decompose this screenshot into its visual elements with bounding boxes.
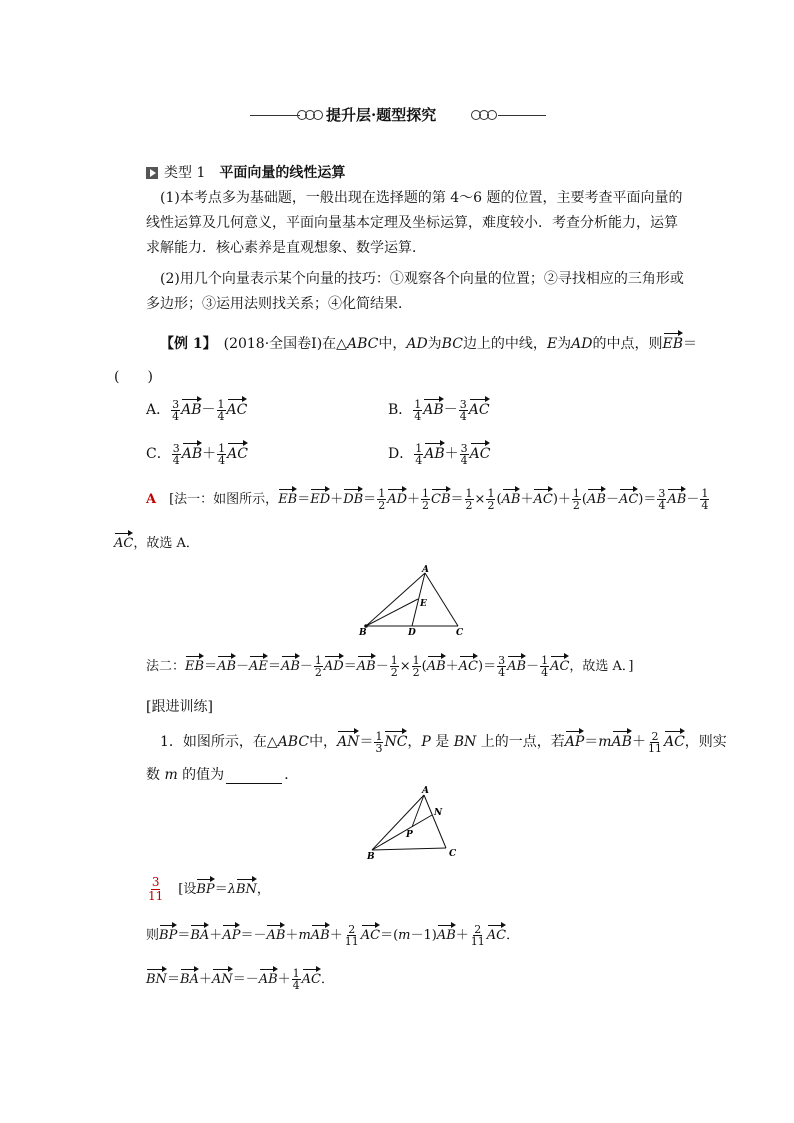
ornament-right-icon (470, 107, 498, 123)
option-b[interactable]: B． $\frac{1}{4}$ AB－ $\frac{3}{4}$ AC (388, 397, 490, 423)
page-title: 提升层·题型探究 (326, 106, 437, 124)
option-a[interactable]: A． $\frac{3}{4}$ AB－ $\frac{1}{4}$ AC (146, 397, 248, 423)
stem-ad: AD (406, 336, 428, 352)
intro-paragraph-1: (1)本考点多为基础题，一般出现在选择题的第 4～6 题的位置，主要考查平面向量的线性运算及几何意义，平面向量基本定理及坐标运算，难度较小．考查分析能力，运算求解能力．核心素养是直观想象、数学运算． (146, 190, 683, 256)
header-rule-left (250, 115, 300, 116)
fig1-label-a: A (422, 565, 429, 575)
section-heading (146, 164, 345, 182)
answer-2-line-1: $\frac{3}{11}$ [设BP＝λBN， (148, 875, 270, 903)
fig1-label-d: D (408, 628, 416, 638)
method-1-end: ，故选 A． (133, 536, 199, 551)
stem-text: 的中点，则 (592, 336, 663, 352)
option-c-label: C． (146, 446, 171, 462)
answer-2-value (147, 876, 164, 903)
stem-text: 为 (557, 336, 572, 352)
answer-2-set-label: [设 (178, 882, 197, 897)
answer-2-line-3: BN＝BA＋AN＝－AB＋ $\frac{1}{4}$ AC． (146, 967, 335, 992)
triangle-figure-1 (355, 565, 475, 640)
section-title: 平面向量的线性运算 (219, 165, 346, 181)
practice-question-1-cont (146, 766, 298, 784)
fig2-label-b: B (367, 852, 375, 862)
fig2-edge-ac (424, 795, 446, 848)
answer-2-then: 则 (146, 928, 160, 943)
q1-text: 1．如图所示，在△ (160, 734, 278, 750)
q1-text: 中， (309, 734, 338, 750)
example-tag: 【例 1】 (160, 336, 210, 352)
answer-2-dot: ． (321, 972, 335, 987)
practice-heading: [跟进训练] (146, 699, 213, 715)
answer-2-lambda: λ (227, 882, 236, 897)
fig2-segment-ap (412, 795, 424, 827)
vector-eb: EB (663, 332, 684, 353)
stem-equals: ＝ (683, 336, 698, 352)
section-label: 类型 1 (164, 165, 206, 181)
fig1-edge-ac (425, 573, 458, 626)
fig1-label-c: C (456, 628, 464, 638)
triangle-figure-2 (362, 785, 466, 865)
q1-text: 的值为 (177, 767, 225, 783)
fig1-label-e: E (420, 599, 427, 609)
q1-bn: BN (453, 734, 477, 750)
method-2-end: ，故选 A．] (569, 659, 634, 674)
example-paren: ( ) (114, 369, 153, 385)
fig1-label-b: B (359, 628, 367, 638)
solution-method-2: 法二：EB＝AB－AE＝AB－ $\frac{1}{2}$ AD＝AB－ $\frac{1}{2}$ × $\frac{1}{2}$ (AB＋AC)＝ $\frac{3}{4}$ AB－ $\frac{1}{4}$ AC，故选 A．] (146, 654, 634, 679)
stem-text: 为 (427, 336, 442, 352)
option-d[interactable]: D． $\frac{1}{4}$ AB＋ $\frac{3}{4}$ AC (388, 441, 491, 467)
fig2-label-c: C (449, 849, 457, 859)
ornament-left-icon (296, 107, 324, 123)
stem-text: 边上的中线， (462, 336, 547, 352)
option-c[interactable]: C． $\frac{3}{4}$ AB＋ $\frac{1}{4}$ AC (146, 441, 248, 467)
example-stem (160, 332, 697, 353)
option-a-label: A． (146, 402, 171, 418)
method-1-label: [法一：如图所示， (169, 492, 279, 507)
q1-text: ， (407, 734, 422, 750)
fig2-label-a: A (422, 786, 429, 796)
q1-m: m (164, 767, 178, 783)
option-d-label: D． (388, 446, 414, 462)
q1-text: 是 (430, 734, 454, 750)
solution-method-1: A [法一：如图所示，EB＝ED＋DB＝ $\frac{1}{2}$ AD＋ $\frac{1}{2}$ CB＝ $\frac{1}{2}$ × $\frac{1}{2}$ (AB＋AC)＋ $\frac{1}{2}$ (AB－AC)＝ $\frac{3}{4}$ AB－ $\frac{1}{4}$ (146, 487, 709, 512)
solution-method-1-cont: AC，故选 A． (114, 532, 199, 553)
q1-text: 数 (146, 767, 165, 783)
stem-text: 在△ (322, 336, 347, 352)
intro-block (146, 186, 686, 317)
stem-bc: BC (441, 336, 463, 352)
intro-paragraph-2: (2)用几个向量表示某个向量的技巧：①观察各个向量的位置；②寻找相应的三角形或多边形；③运用法则找关系；④化简结果． (146, 271, 684, 312)
q1-text: ，则实 (684, 734, 727, 750)
method-2-label: 法二： (146, 659, 186, 674)
answer-2-dot: ． (506, 928, 520, 943)
q1-p: P (421, 734, 431, 750)
fig2-label-n: N (434, 808, 443, 818)
fig2-edge-ab (372, 795, 424, 850)
q1-text: 上的一点，若 (476, 734, 565, 750)
stem-e: E (546, 336, 558, 352)
practice-question-1: 1．如图所示，在△ABC中，AN＝ $\frac{1}{3}$ NC，P 是 BN 上的一点，若AP＝mAB＋ $\frac{2}{11}$ AC，则实 (160, 729, 727, 755)
option-b-label: B． (388, 402, 413, 418)
answer-2-m: m (298, 928, 311, 943)
answer-2-num: 3 (151, 875, 160, 889)
fig2-edge-bc (372, 848, 446, 850)
fig2-label-p: P (406, 830, 413, 840)
answer-letter: A (146, 492, 157, 507)
answer-2-den: 11 (148, 889, 164, 903)
fig2-segment-bn (372, 815, 432, 850)
play-triangle-icon (146, 167, 158, 179)
stem-text: 中， (378, 336, 407, 352)
header-rule-right (498, 115, 546, 116)
example-source: (2018·全国卷Ⅰ) (223, 336, 323, 352)
answer-blank[interactable] (226, 783, 282, 784)
answer-2-line-2: 则BP＝BA＋AP＝－AB＋mAB＋ $\frac{2}{11}$ AC＝(m－1)AB＋ $\frac{2}{11}$ AC． (146, 923, 520, 948)
stem-abc: ABC (346, 336, 379, 352)
q1-abc: ABC (277, 734, 310, 750)
q1-text: ． (284, 767, 299, 783)
stem-ad: AD (571, 336, 593, 352)
